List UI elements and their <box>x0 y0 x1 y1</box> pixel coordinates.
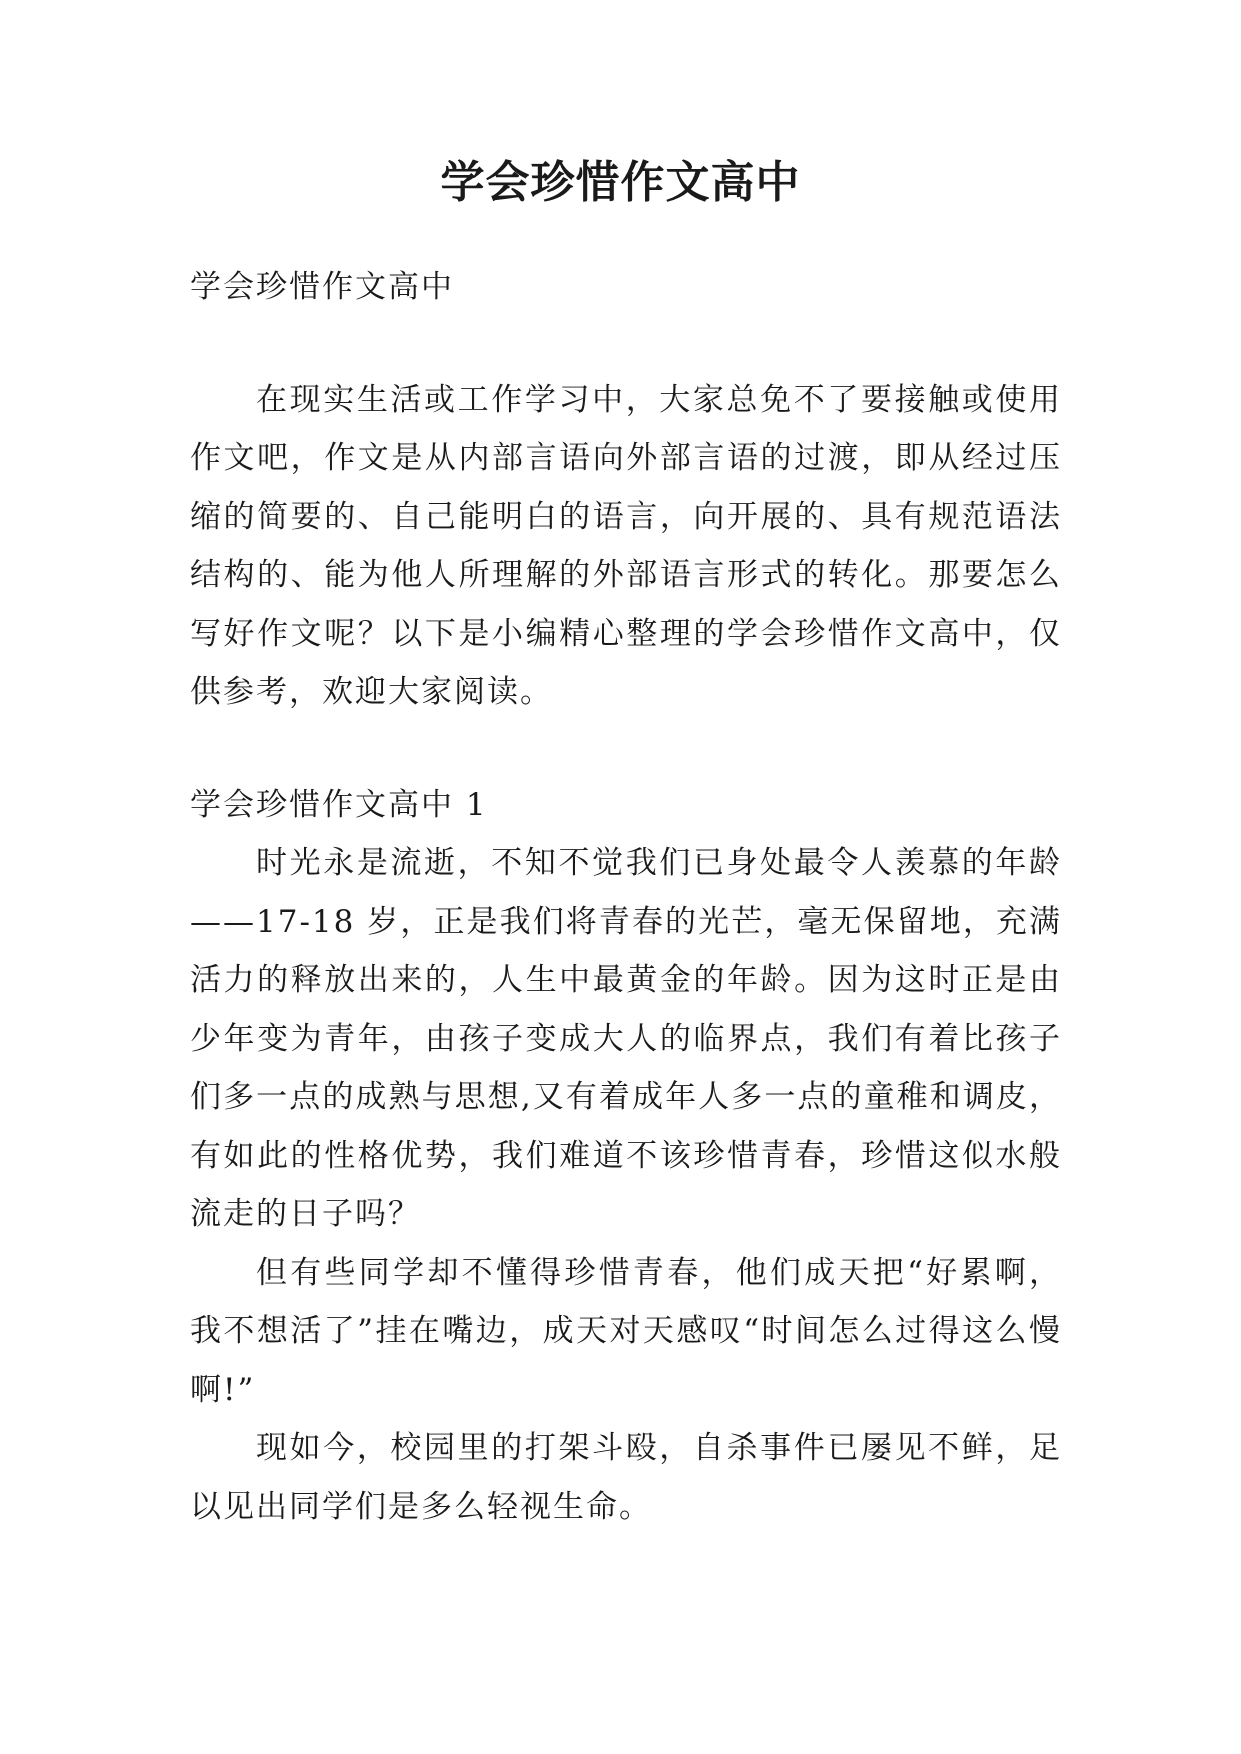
document-title: 学会珍惜作文高中 <box>440 157 801 208</box>
document-subtitle: 学会珍惜作文高中 <box>190 269 454 305</box>
document-body <box>190 258 1062 1536</box>
body-paragraph-3: 现如今，校园里的打架斗殴，自杀事件已屡见不鲜，足以见出同学们是多么轻视生命。 <box>190 1430 1062 1525</box>
body-paragraph-2: 但有些同学却不懂得珍惜青春，他们成天把“好累啊，我不想活了”挂在嘴边，成天对天感叹“时间怎么过得这么慢啊!” <box>190 1254 1062 1408</box>
intro-paragraph: 在现实生活或工作学习中，大家总免不了要接触或使用作文吧，作文是从内部言语向外部言语的过渡，即从经过压缩的简要的、自己能明白的语言，向开展的、具有规范语法结构的、能为他人所理解的外部语言形式的转化。那要怎么写好作文呢？以下是小编精心整理的学会珍惜作文高中，仅供参考，欢迎大家阅读。 <box>190 381 1062 710</box>
body-paragraph-1: 时光永是流逝，不知不觉我们已身处最令人羡慕的年龄——17-18 岁，正是我们将青春的光芒，毫无保留地，充满活力的释放出来的，人生中最黄金的年龄。因为这时正是由少年变为青年，由孩子变成大人的临界点，我们有着比孩子们多一点的成熟与思想,又有着成年人多一点的童稚和调皮，有如此的性格优势，我们难道不该珍惜青春，珍惜这似水般流走的日子吗？ <box>190 845 1062 1232</box>
section-heading: 学会珍惜作文高中 1 <box>190 786 488 823</box>
